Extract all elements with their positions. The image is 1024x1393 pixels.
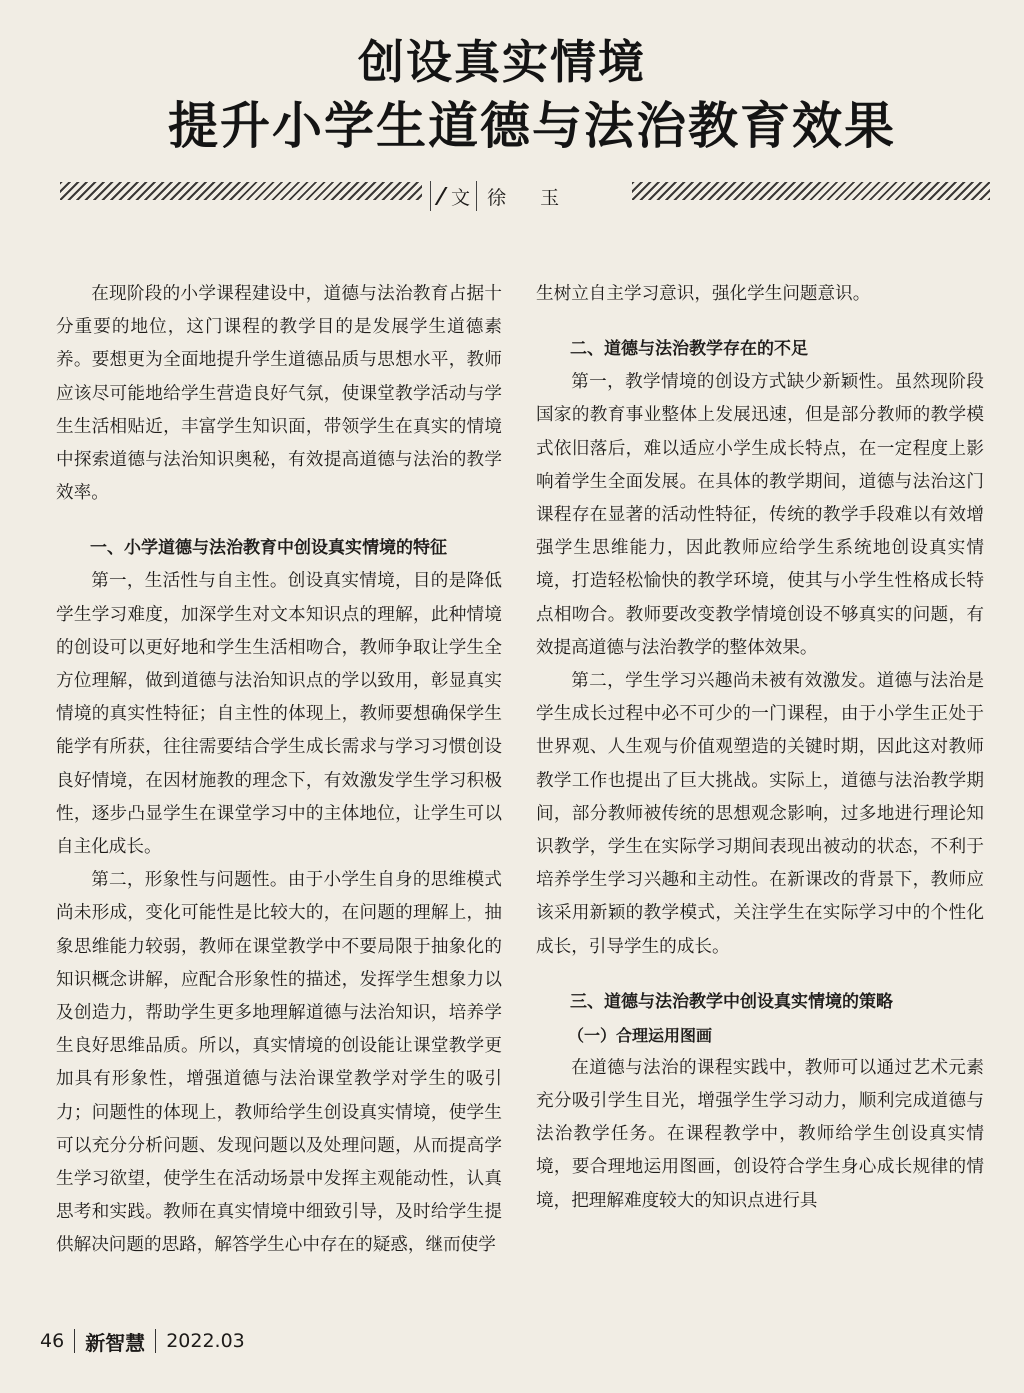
- article-title-line2: 提升小学生道德与法治教育效果: [168, 97, 896, 155]
- left-column: [56, 278, 502, 1263]
- section-heading-2: 二、道德与法治教学存在的不足: [570, 339, 808, 360]
- byline-divider: [430, 181, 431, 211]
- page-footer: [40, 1326, 245, 1356]
- section-heading-1: 一、小学道德与法治教育中创设真实情境的特征: [90, 538, 447, 559]
- section-heading-3: 三、道德与法治教学中创设真实情境的策略: [570, 991, 893, 1012]
- article-title-line1: 创设真实情境: [358, 35, 646, 89]
- footer-divider: [155, 1329, 156, 1353]
- subsection-heading: （一）合理运用图画: [568, 1025, 713, 1045]
- byline: [430, 176, 630, 216]
- paragraph-intro: 在现阶段的小学课程建设中，道德与法治教育占据十分重要的地位，这门课程的教学目的是发展学生道德素养。要想更为全面地提升学生道德品质与思想水平，教师应该尽可能地给学生营造良好气氛，使课堂教学活动与学生生活相贴近，丰富学生知识面，带领学生在真实的情境中探索道德与法治知识奥秘，有效提高道德与法治的教学效率。: [56, 284, 502, 504]
- paragraph: 第二，形象性与问题性。由于小学生自身的思维模式尚未形成，变化可能性是比较大的，在问题的理解上，抽象思维能力较弱，教师在课堂教学中不要局限于抽象化的知识概念讲解，应配合形象性的描述，发挥学生想象力以及创造力，帮助学生更多地理解道德与法治知识，培养学生良好思维品质。所以，真实情境的创设能让课堂教学更加具有形象性，增强道德与法治课堂教学对学生的吸引力；问题性的体现上，教师给学生创设真实情境，使学生可以充分分析问题、发现问题以及处理问题，从而提高学生学习欲望，使学生在活动场景中发挥主观能动性，认真思考和实践。教师在真实情境中细致引导，及时给学生提供解决问题的思路，解答学生心中存在的疑惑，继而使学: [56, 870, 502, 1256]
- magazine-name: 新智慧: [85, 1330, 146, 1355]
- decorative-hatch-right: [632, 182, 990, 200]
- byline-slash-icon: /: [433, 183, 449, 209]
- author-name: 徐 玉: [487, 186, 574, 209]
- paragraph: 在道德与法治的课程实践中，教师可以通过艺术元素充分吸引学生目光，增强学生学习动力，顺利完成道德与法治教学任务。在课程教学中，教师给学生创设真实情境，要合理地运用图画，创设符合学生身心成长规律的情境，把理解难度较大的知识点进行具: [536, 1057, 984, 1211]
- paragraph: 第一，教学情境的创设方式缺少新颖性。虽然现阶段国家的教育事业整体上发展迅速，但是部分教师的教学模式依旧落后，难以适应小学生成长特点，在一定程度上影响着学生全面发展。在具体的教学期间，道德与法治这门课程存在显著的活动性特征，传统的教学手段难以有效增强学生思维能力，因此教师应给学生系统地创设真实情境，打造轻松愉快的教学环境，使其与小学生性格成长特点相吻合。教师要改变教学情境创设不够真实的问题，有效提高道德与法治教学的整体效果。: [536, 372, 984, 658]
- issue-date: 2022.03: [166, 1330, 245, 1352]
- right-column: [536, 278, 984, 1218]
- byline-divider: [476, 181, 477, 211]
- paragraph-continued: 生树立自主学习意识，强化学生问题意识。: [536, 284, 871, 304]
- paragraph: 第一，生活性与自主性。创设真实情境，目的是降低学生学习难度，加深学生对文本知识点的理解，此种情境的创设可以更好地和学生生活相吻合，教师争取让学生全方位理解，做到道德与法治知识点的学以致用，彰显真实情境的真实性特征；自主性的体现上，教师要想确保学生能学有所获，往往需要结合学生成长需求与学习习惯创设良好情境，在因材施教的理念下，有效激发学生学习积极性，逐步凸显学生在课堂学习中的主体地位，让学生可以自主化成长。: [56, 571, 502, 858]
- byline-label: 文: [451, 186, 471, 209]
- page-number: 46: [40, 1330, 65, 1352]
- decorative-hatch-left: [60, 182, 422, 200]
- paragraph: 第二，学生学习兴趣尚未被有效激发。道德与法治是学生成长过程中必不可少的一门课程，由于小学生正处于世界观、人生观与价值观塑造的关键时期，因此这对教师教学工作也提出了巨大挑战。实际上，道德与法治教学期间，部分教师被传统的思想观念影响，过多地进行理论知识教学，学生在实际学习期间表现出被动的状态，不利于培养学生学习兴趣和主动性。在新课改的背景下，教师应该采用新颖的教学模式，关注学生在实际学习中的个性化成长，引导学生的成长。: [536, 671, 984, 957]
- footer-divider: [74, 1329, 75, 1353]
